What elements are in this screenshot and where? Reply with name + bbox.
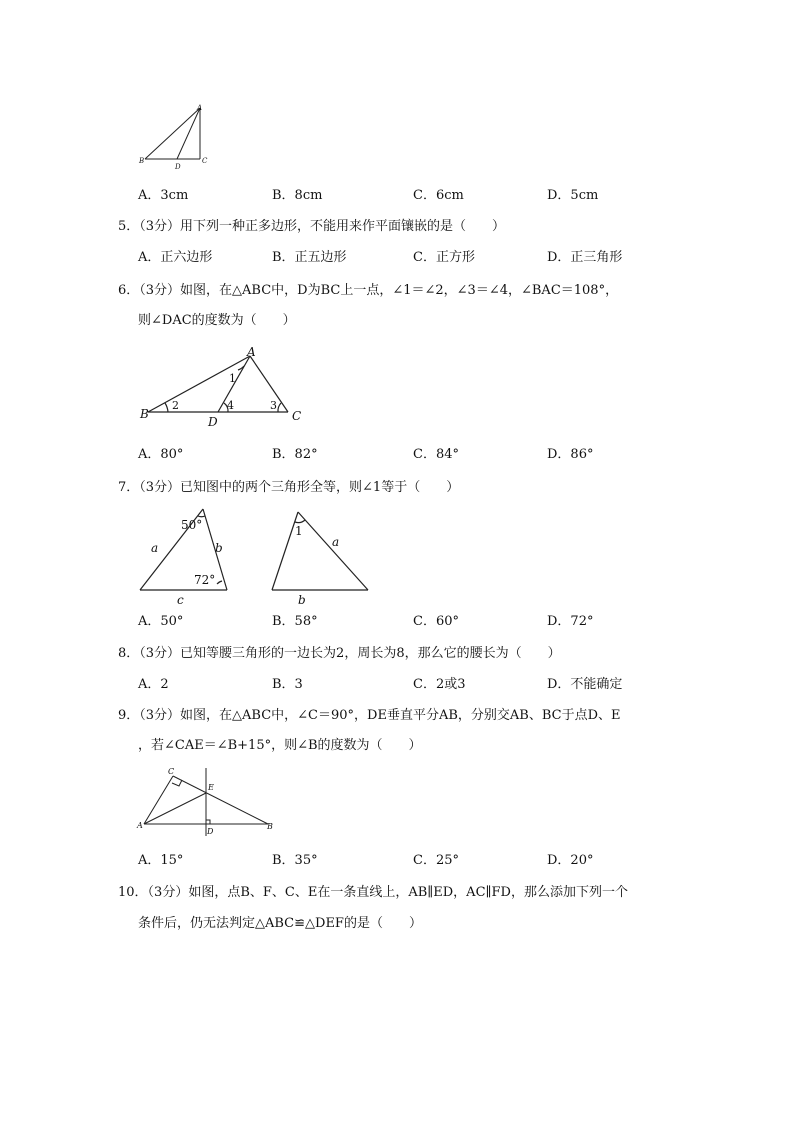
q6-option-a[interactable]: A．80° xyxy=(138,447,184,462)
q7-side-b-right: b xyxy=(298,593,306,607)
q7-side-a-right: a xyxy=(332,535,340,549)
q6-angle-1: 1 xyxy=(229,372,236,385)
q7-option-b[interactable]: B．58° xyxy=(272,614,318,629)
q7-stem: 7．（3分）已知图中的两个三角形全等，则∠1等于（ ） xyxy=(118,480,460,495)
q6-stem-line1: 6．（3分）如图，在△ABC中，D为BC上一点，∠1＝∠2，∠3＝∠4，∠BAC＝108°， xyxy=(118,283,619,298)
q9-label-e: E xyxy=(208,783,214,792)
q7-angle-1: 1 xyxy=(295,524,303,538)
q7-side-b-left: b xyxy=(215,541,223,555)
q4-option-a[interactable]: A．3cm xyxy=(138,188,189,203)
q7-figure xyxy=(130,504,380,608)
q9-option-b[interactable]: B．35° xyxy=(272,853,318,868)
q4-option-b[interactable]: B．8cm xyxy=(272,188,323,203)
q4-option-c[interactable]: C．6cm xyxy=(413,188,464,203)
q5-option-d[interactable]: D．正三角形 xyxy=(547,250,623,265)
q6-label-d: D xyxy=(208,415,218,429)
q5-stem: 5．（3分）用下列一种正多边形，不能用来作平面镶嵌的是（ ） xyxy=(118,219,506,234)
q6-label-c: C xyxy=(292,409,302,423)
q7-angle-72: 72° xyxy=(194,573,216,587)
q7-option-a[interactable]: A．50° xyxy=(138,614,184,629)
q7-option-c[interactable]: C．60° xyxy=(413,614,459,629)
q8-stem: 8．（3分）已知等腰三角形的一边长为2，周长为8，那么它的腰长为（ ） xyxy=(118,646,561,661)
q9-option-c[interactable]: C．25° xyxy=(413,853,459,868)
q5-option-c[interactable]: C．正方形 xyxy=(413,250,475,265)
q9-label-a: A xyxy=(137,821,143,830)
q6-label-a: A xyxy=(247,346,256,359)
q8-option-d[interactable]: D．不能确定 xyxy=(547,677,623,692)
q10-stem-line2: 条件后，仍无法判定△ABC≌△DEF的是（ ） xyxy=(138,916,422,931)
q6-angle-3: 3 xyxy=(270,399,277,412)
q8-option-b[interactable]: B．3 xyxy=(272,677,303,692)
q6-stem-line2: 则∠DAC的度数为（ ） xyxy=(138,313,296,328)
q4-label-c: C xyxy=(202,157,208,165)
q4-label-b: B xyxy=(139,157,145,165)
q7-side-c-left: c xyxy=(177,593,184,607)
q6-figure xyxy=(138,346,308,430)
q4-figure xyxy=(135,100,215,172)
q4-option-d[interactable]: D．5cm xyxy=(547,188,599,203)
q6-option-d[interactable]: D．86° xyxy=(547,447,594,462)
q9-figure xyxy=(136,764,282,840)
q7-option-d[interactable]: D．72° xyxy=(547,614,594,629)
q9-label-d: D xyxy=(207,827,214,836)
q5-option-a[interactable]: A．正六边形 xyxy=(138,250,213,265)
q6-option-b[interactable]: B．82° xyxy=(272,447,318,462)
q4-label-a: A xyxy=(197,104,203,112)
q6-option-c[interactable]: C．84° xyxy=(413,447,459,462)
q10-stem-line1: 10．（3分）如图，点B、F、C、E在一条直线上，AB∥ED，AC∥FD，那么添加下列一个 xyxy=(118,885,628,900)
q7-side-a-left: a xyxy=(151,541,159,555)
q8-option-c[interactable]: C．2或3 xyxy=(413,677,466,692)
q6-angle-2: 2 xyxy=(172,399,179,412)
q6-label-b: B xyxy=(140,407,149,421)
q8-option-a[interactable]: A．2 xyxy=(138,677,169,692)
q9-stem-line2: ，若∠CAE＝∠B+15°，则∠B的度数为（ ） xyxy=(138,738,422,753)
q9-option-a[interactable]: A．15° xyxy=(138,853,184,868)
q9-label-b: B xyxy=(267,822,273,831)
q9-label-c: C xyxy=(168,767,175,776)
q9-stem-line1: 9．（3分）如图，在△ABC中，∠C＝90°，DE垂直平分AB，分别交AB、BC于点D、E xyxy=(118,708,621,723)
q7-angle-50: 50° xyxy=(181,518,203,532)
q6-angle-4: 4 xyxy=(227,399,234,412)
q5-option-b[interactable]: B．正五边形 xyxy=(272,250,347,265)
q4-label-d: D xyxy=(175,163,181,171)
q9-option-d[interactable]: D．20° xyxy=(547,853,594,868)
